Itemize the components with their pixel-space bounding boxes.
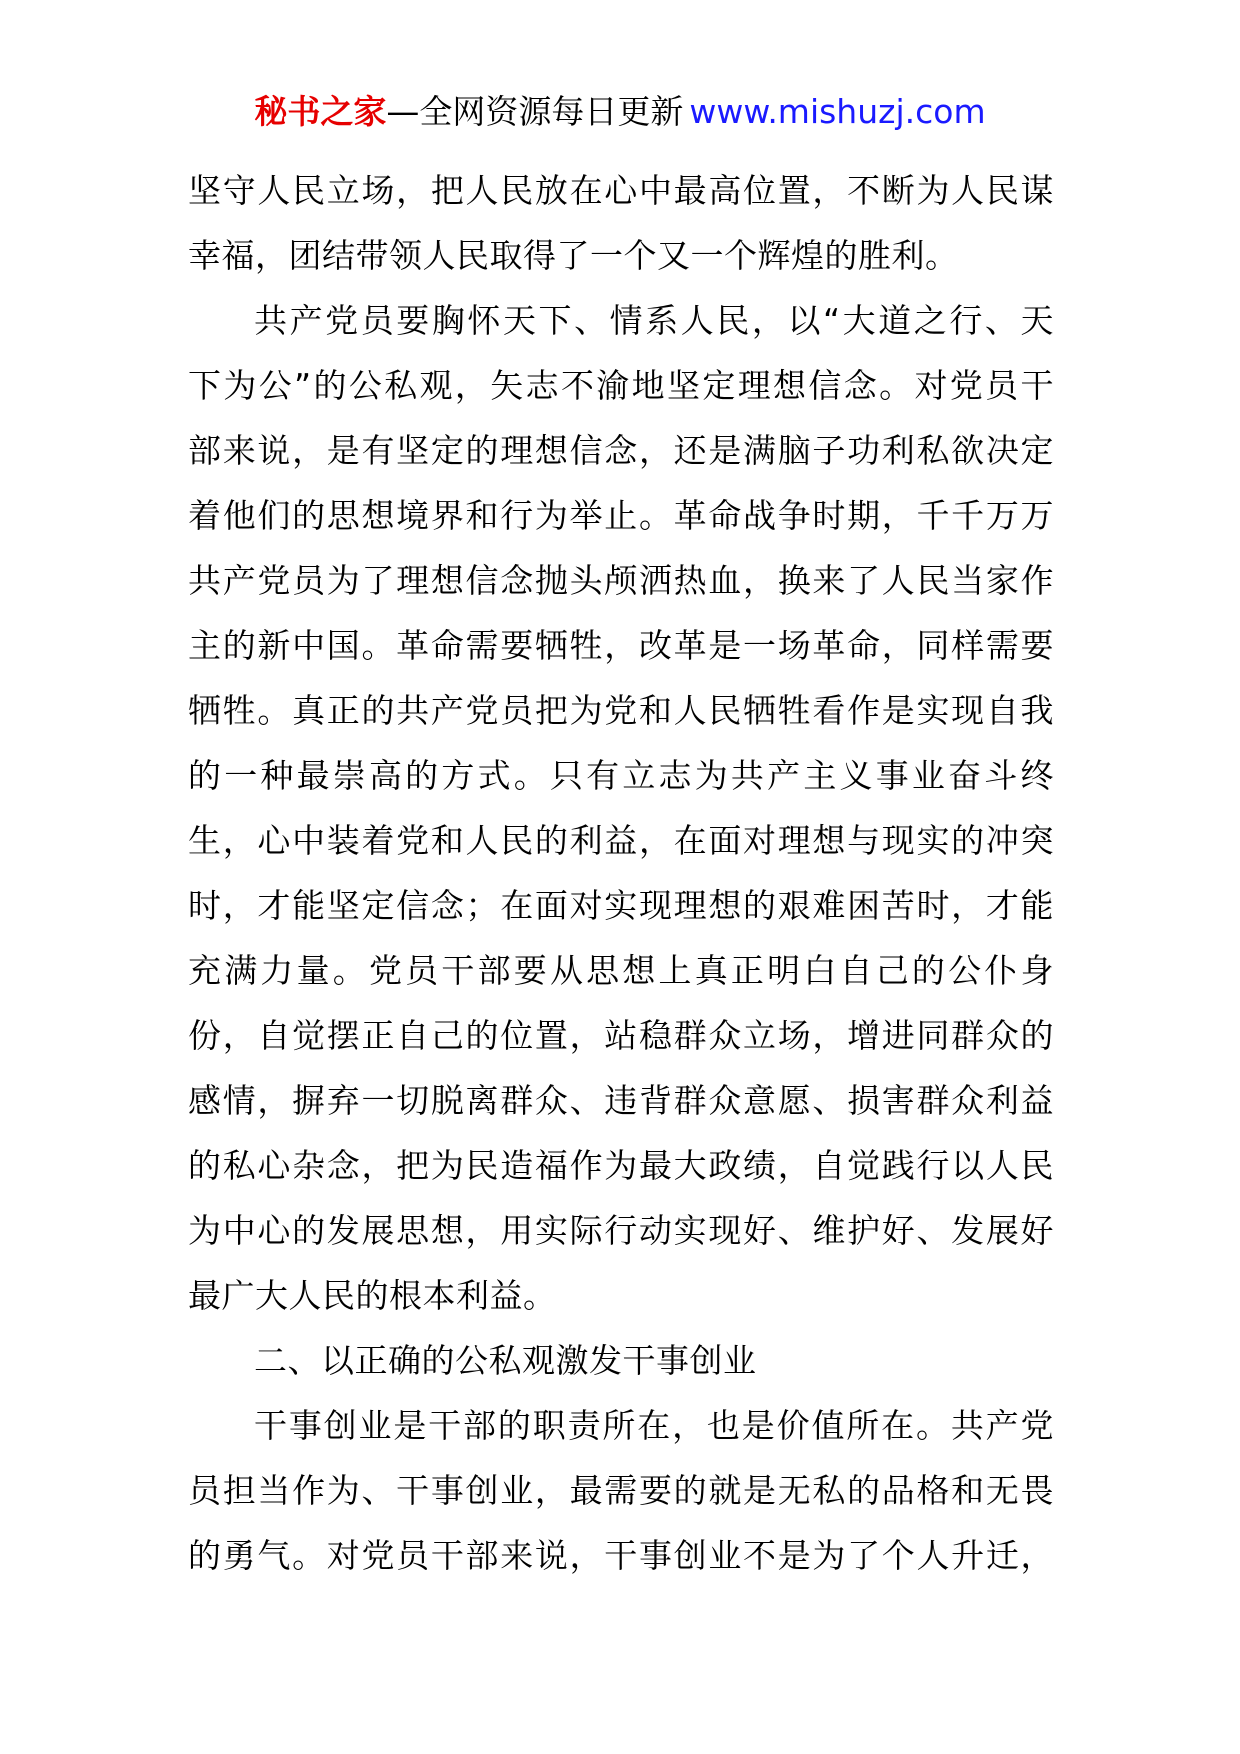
text-line: 主的新中国。革命需要牺牲，改革是一场革命，同样需要 (188, 626, 1054, 665)
header-tagline: —全网资源每日更新 (386, 92, 684, 131)
text-line: 坚守人民立场，把人民放在心中最高位置，不断为人民谋 (188, 171, 1054, 210)
text-line: 时，才能坚定信念；在面对实现理想的艰难困苦时，才能 (188, 886, 1054, 925)
page-header (0, 92, 1240, 132)
text-line: 着他们的思想境界和行为举止。革命战争时期，千千万万 (188, 496, 1054, 535)
text-line: 干事创业是干部的职责所在，也是价值所在。共产党 (254, 1406, 1054, 1445)
text-line: 的一种最崇高的方式。只有立志为共产主义事业奋斗终 (188, 756, 1054, 795)
text-line: 部来说，是有坚定的理想信念，还是满脑子功利私欲决定 (188, 431, 1054, 470)
brand-name: 秘书之家 (254, 92, 387, 131)
text-line: 的私心杂念，把为民造福作为最大政绩，自觉践行以人民 (188, 1146, 1054, 1185)
text-line: 二、以正确的公私观激发干事创业 (254, 1341, 757, 1380)
text-line: 幸福，团结带领人民取得了一个又一个辉煌的胜利。 (188, 236, 959, 275)
text-line: 生，心中装着党和人民的利益，在面对理想与现实的冲突 (188, 821, 1054, 860)
site-url-link[interactable]: www.mishuzj.com (689, 92, 986, 131)
document-body (188, 158, 1054, 1588)
text-line: 份，自觉摆正自己的位置，站稳群众立场，增进同群众的 (188, 1016, 1054, 1055)
text-line: 牺牲。真正的共产党员把为党和人民牺牲看作是实现自我 (188, 691, 1054, 730)
text-line: 的勇气。对党员干部来说，干事创业不是为了个人升迁， (188, 1536, 1054, 1575)
text-line: 共产党员为了理想信念抛头颅洒热血，换来了人民当家作 (188, 561, 1054, 600)
text-line: 下为公”的公私观，矢志不渝地坚定理想信念。对党员干 (188, 366, 1054, 405)
text-line: 充满力量。党员干部要从思想上真正明白自己的公仆身 (188, 951, 1054, 990)
text-line: 员担当作为、干事创业，最需要的就是无私的品格和无畏 (188, 1471, 1054, 1510)
text-line: 感情，摒弃一切脱离群众、违背群众意愿、损害群众利益 (188, 1081, 1054, 1120)
text-line: 共产党员要胸怀天下、情系人民，以“大道之行、天 (254, 301, 1054, 340)
text-line: 为中心的发展思想，用实际行动实现好、维护好、发展好 (188, 1211, 1054, 1250)
text-line: 最广大人民的根本利益。 (188, 1276, 557, 1315)
